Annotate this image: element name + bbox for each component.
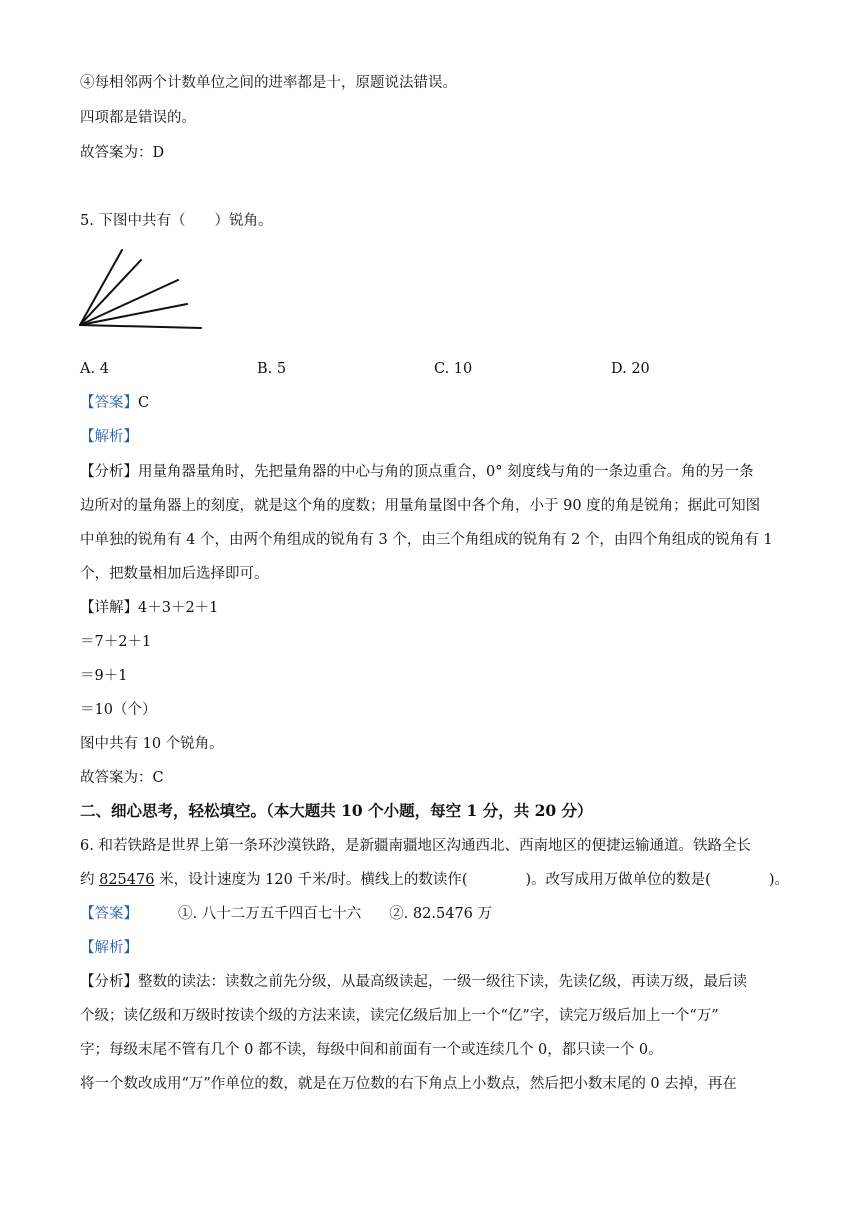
option-b: B. 5 <box>257 361 287 377</box>
conclusion-5: 故答案为：C <box>80 770 164 786</box>
q6-text: 米，设计速度为 120 千米/时。横线上的数读作( )。改写成用万做单位的数是( )。 <box>154 872 789 888</box>
detail-line-5: 图中共有 10 个锐角。 <box>80 736 224 752</box>
fenxi-text: 用量角器量角时，先把量角器的中心与角的顶点重合，0° 刻度线与角的一条边重合。角的另一条 <box>138 464 754 480</box>
q6-text: 约 <box>80 872 100 888</box>
section-2-heading: 二、细心思考，轻松填空。（本大题共 10 个小题，每空 1 分，共 20 分） <box>80 801 593 820</box>
fenxi-5-line-1 <box>80 462 754 482</box>
conclusion-line: 故答案为：D <box>80 145 165 161</box>
option-a: A. 4 <box>80 361 109 377</box>
detail-tag: 【详解】 <box>80 600 138 616</box>
text-line: ④每相邻两个计数单位之间的进率都是十，原题说法错误。 <box>80 75 457 91</box>
answer-value: C <box>138 395 150 411</box>
answer-6-part-2: ②. 82.5476 万 <box>389 906 493 922</box>
fenxi-5-line-3: 中单独的锐角有 4 个，由两个角组成的锐角有 3 个，由三个角组成的锐角有 2 个，由四个角组成的锐角有 1 <box>80 532 773 548</box>
option-d: D. 20 <box>611 361 650 377</box>
fenxi-6-line-4: 将一个数改成用“万”作单位的数，就是在万位数的右下角点上小数点，然后把小数末尾的 0 去掉，再在 <box>80 1076 737 1092</box>
detail-line-4: ＝10（个） <box>80 702 157 718</box>
detail-line-3: ＝9＋1 <box>80 668 128 684</box>
fenxi-6-line-3: 字；每级末尾不管有几个 0 都不读，每级中间和前面有一个或连续几个 0，都只读一个 0。 <box>80 1042 663 1058</box>
fenxi-6-line-2: 个级；读亿级和万级时按读个级的方法来读，读完亿级后加上一个“亿”字，读完万级后加上一个“万” <box>80 1008 719 1024</box>
fenxi-tag: 【分析】 <box>80 974 138 990</box>
analysis-tag: 【解析】 <box>80 429 138 445</box>
answer-5 <box>80 393 149 413</box>
angle-figure <box>74 244 214 340</box>
analysis-tag: 【解析】 <box>80 940 138 956</box>
fenxi-6-line-1 <box>80 972 747 992</box>
text-line: 四项都是错误的。 <box>80 110 196 126</box>
fenxi-5-line-4: 个，把数量相加后选择即可。 <box>80 566 269 582</box>
question-5: 5. 下图中共有（ ）锐角。 <box>80 213 273 229</box>
option-c: C. 10 <box>434 361 473 377</box>
fenxi-text: 整数的读法：读数之前先分级，从最高级读起，一级一级往下读，先读亿级，再读万级，最后读 <box>138 974 747 990</box>
answer-6-part-1: ①. 八十二万五千四百七十六 <box>178 906 362 922</box>
question-6-line-2 <box>80 870 789 890</box>
fenxi-5-line-2: 边所对的量角器上的刻度，就是这个角的度数；用量角量图中各个角，小于 90 度的角是锐角；据此可知图 <box>80 498 761 514</box>
answer-tag: 【答案】 <box>80 395 138 411</box>
answer-6 <box>80 904 492 924</box>
ray-5 <box>80 325 201 328</box>
detail-line-2: ＝7＋2＋1 <box>80 634 152 650</box>
fenxi-tag: 【分析】 <box>80 464 138 480</box>
detail-expr: 4＋3＋2＋1 <box>138 600 219 616</box>
underlined-number: 825476 <box>99 872 155 888</box>
question-6-line-1: 6. 和若铁路是世界上第一条环沙漠铁路，是新疆南疆地区沟通西北、西南地区的便捷运输通道。铁路全长 <box>80 838 751 854</box>
answer-tag: 【答案】 <box>80 906 138 922</box>
detail-line-1 <box>80 598 218 618</box>
ray-3 <box>80 280 178 325</box>
